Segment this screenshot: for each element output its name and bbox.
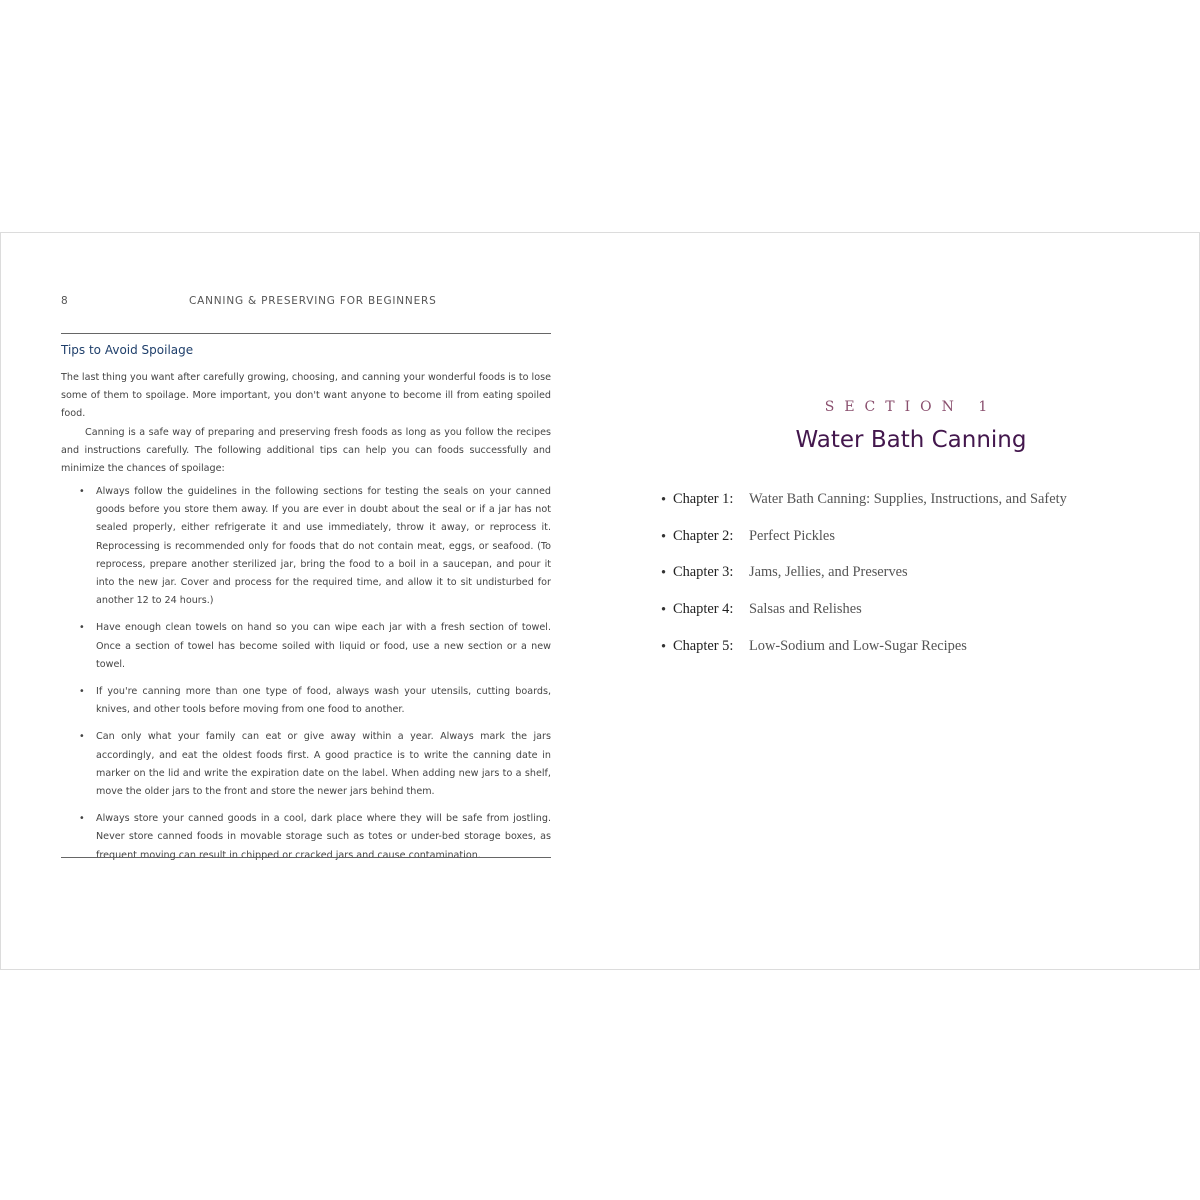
chapter-number: Chapter 4: [673,601,734,618]
bullet-icon: • [661,638,667,655]
bullet-icon: • [79,486,85,497]
tip-text: Always store your canned goods in a cool, dark place where they will be safe from jostling. Never store canned foods in movable storage such as totes or under-bed storage boxes, as frequent moving can result in chipped or cracked jars and cause contamination. [96,813,551,861]
chapter-title: Jams, Jellies, and Preserves [749,564,908,581]
bullet-icon: • [79,686,85,698]
sidebar-top-rule [61,333,551,334]
tip-item [75,483,551,610]
chapter-title: Perfect Pickles [749,527,835,544]
book-title: CANNING & PRESERVING FOR BEGINNERS [189,295,437,307]
sidebar-heading: Tips to Avoid Spoilage [61,343,194,357]
section-label: SECTION 1 [824,399,998,415]
tip-text: Have enough clean towels on hand so you can wipe each jar with a fresh section of towel. Once a section of towel has become soiled with liquid or food, use a new section or a new towel. [96,622,551,670]
tip-item [75,728,551,801]
tip-item [75,619,551,674]
bullet-icon: • [79,622,85,634]
tip-text: Can only what your family can eat or give away within a year. Always mark the jars accordingly, and eat the oldest foods first. A good practice is to write the canning date in marker on the lid and write the expiration date on the label. When adding new jars to a shelf, move the older jars to the front and store the newer jars behind them. [96,731,551,798]
tip-text: If you're canning more than one type of food, always wash your utensils, cutting boards, knives, and other tools before moving from one food to another. [96,686,551,716]
chapter-number: Chapter 1: [673,491,734,507]
chapter-title: Water Bath Canning: Supplies, Instructions, and Safety [749,491,1067,507]
tip-item [75,683,551,719]
bullet-icon: • [661,565,667,582]
chapter-title: Salsas and Relishes [749,601,862,618]
sidebar-body [61,369,551,478]
bullet-icon: • [661,602,667,619]
book-spread [0,232,1200,970]
page-number: 8 [61,295,69,307]
chapter-title: Low-Sodium and Low-Sugar Recipes [749,637,967,654]
bullet-icon: • [79,731,85,743]
sidebar-bottom-rule [61,857,551,858]
section-title: Water Bath Canning [795,427,1027,453]
bullet-icon: • [661,492,667,508]
paragraph: Canning is a safe way of preparing and preserving fresh foods as long as you follow the recipes and instructions carefully. The following additional tips can help you can foods successfully and minimize the chances of spoilage: [61,426,551,475]
chapter-number: Chapter 2: [673,527,734,544]
tip-text: Always follow the guidelines in the following sections for testing the seals on your canned goods before you store them away. If you are ever in doubt about the seal or if a jar has not sealed properly, either refrigerate it and use immediately, throw it away, or reprocess it. Reprocessing is recommended only for foods that do not contain meat, eggs, or seafood. (To reprocess, prepare another sterilized jar, bring the food to a boil in a saucepan, and pour it into the new jar. Cover and process for the required time, and allow it to sit undisturbed for another 12 to 24 hours.) [96,486,551,607]
tips-list [75,483,551,874]
chapter-number: Chapter 3: [673,564,734,581]
bullet-icon: • [661,528,667,545]
chapter-number: Chapter 5: [673,637,734,654]
bullet-icon: • [79,813,85,825]
paragraph: The last thing you want after carefully growing, choosing, and canning your wonderful foods is to lose some of them to spoilage. More important, you don't want anyone to become ill from eating spoiled food. [61,372,551,420]
